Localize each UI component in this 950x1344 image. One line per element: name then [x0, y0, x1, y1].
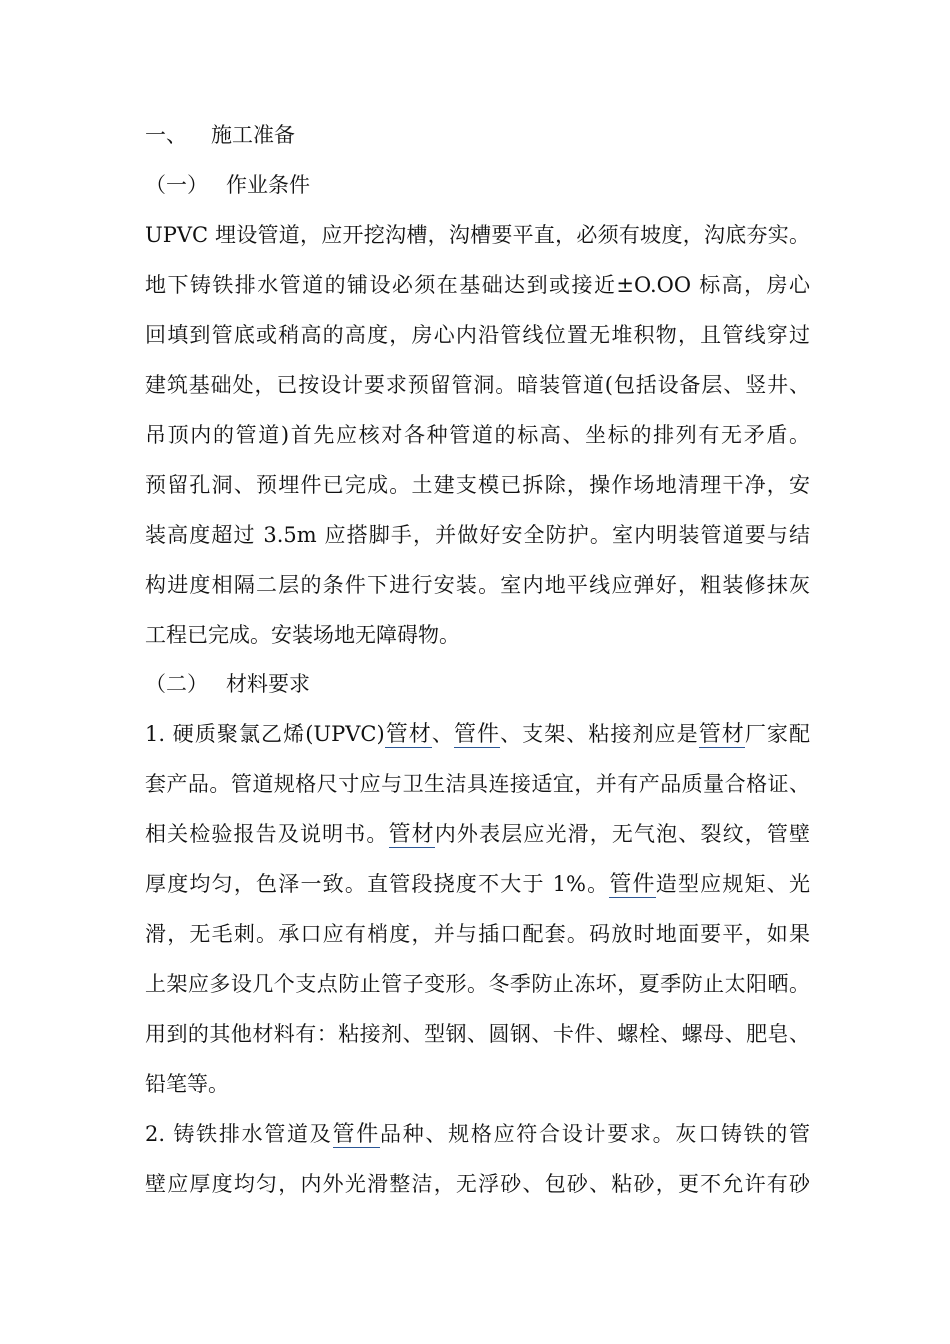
paragraph-line: 回填到管底或稍高的高度，房心内沿管线位置无堆积物，且管线穿过 [145, 323, 810, 347]
paragraph-line [145, 720, 810, 748]
text-run: 2. 铸铁排水管道及 [145, 1122, 333, 1146]
text-run: 内外表层应光滑，无气泡、裂纹，管壁 [434, 822, 810, 846]
heading-construction-prep [145, 121, 810, 149]
paragraph-line: 套产品。管道规格尺寸应与卫生洁具连接适宜，并有产品质量合格证、 [145, 772, 810, 796]
heading-text: 材料要求 [226, 672, 310, 696]
hyperlink-term[interactable]: 管材 [698, 722, 745, 747]
heading-work-conditions [145, 171, 810, 199]
text-run: 造型应规矩、光 [655, 872, 810, 896]
paragraph-line: 滑，无毛刺。承口应有梢度，并与插口配套。码放时地面要平，如果 [145, 922, 810, 946]
hyperlink-term[interactable]: 管件 [332, 1122, 380, 1147]
hyperlink-term[interactable]: 管材 [384, 722, 432, 747]
paragraph-line [145, 870, 810, 898]
text-run: 品种、规格应符合设计要求。灰口铸铁的管 [379, 1122, 810, 1146]
text-run: 、支架、粘接剂应是 [500, 722, 699, 746]
paragraph-line: 建筑基础处，已按设计要求预留管洞。暗装管道(包括设备层、竖井、 [145, 373, 810, 397]
heading-text: 施工准备 [211, 123, 295, 147]
heading-text: 作业条件 [226, 173, 310, 197]
paragraph-line: 壁应厚度均匀，内外光滑整洁，无浮砂、包砂、粘砂，更不允许有砂 [145, 1172, 810, 1196]
hyperlink-term[interactable]: 管件 [453, 722, 501, 747]
paragraph-line: 吊顶内的管道)首先应核对各种管道的标高、坐标的排列有无矛盾。 [145, 423, 810, 447]
paragraph-line: 装高度超过 3.5m 应搭脚手，并做好安全防护。室内明装管道要与结 [145, 523, 810, 547]
text-run: 1. 硬质聚氯乙烯(UPVC) [145, 722, 385, 746]
heading-number: （一） [145, 173, 208, 197]
paragraph-line [145, 1120, 810, 1148]
paragraph-line: UPVC 埋设管道，应开挖沟槽，沟槽要平直，必须有坡度，沟底夯实。 [145, 223, 810, 247]
paragraph-line: 构进度相隔二层的条件下进行安装。室内地平线应弹好，粗装修抹灰 [145, 573, 810, 597]
heading-number: （二） [145, 672, 208, 696]
heading-material-requirements [145, 670, 810, 698]
paragraph-line: 工程已完成。安装场地无障碍物。 [145, 623, 460, 647]
paragraph-line [145, 820, 810, 848]
text-run: 厂家配 [744, 722, 810, 746]
paragraph-line: 地下铸铁排水管道的铺设必须在基础达到或接近±O.OO 标高，房心 [145, 273, 810, 297]
text-run: 厚度均匀，色泽一致。直管段挠度不大于 1%。 [145, 872, 610, 896]
paragraph-line: 铅笔等。 [145, 1072, 229, 1096]
text-run: 相关检验报告及说明书。 [145, 822, 389, 846]
paragraph-line: 上架应多设几个支点防止管子变形。冬季防止冻坏，夏季防止太阳晒。 [145, 972, 810, 996]
paragraph-line: 预留孔洞、预埋件已完成。土建支模已拆除，操作场地清理干净，安 [145, 473, 810, 497]
paragraph-line: 用到的其他材料有：粘接剂、型钢、圆钢、卡件、螺栓、螺母、肥皂、 [145, 1022, 810, 1046]
hyperlink-term[interactable]: 管件 [609, 872, 656, 897]
text-run: 、 [431, 722, 454, 746]
hyperlink-term[interactable]: 管材 [388, 822, 435, 847]
heading-number: 一、 [145, 123, 187, 147]
